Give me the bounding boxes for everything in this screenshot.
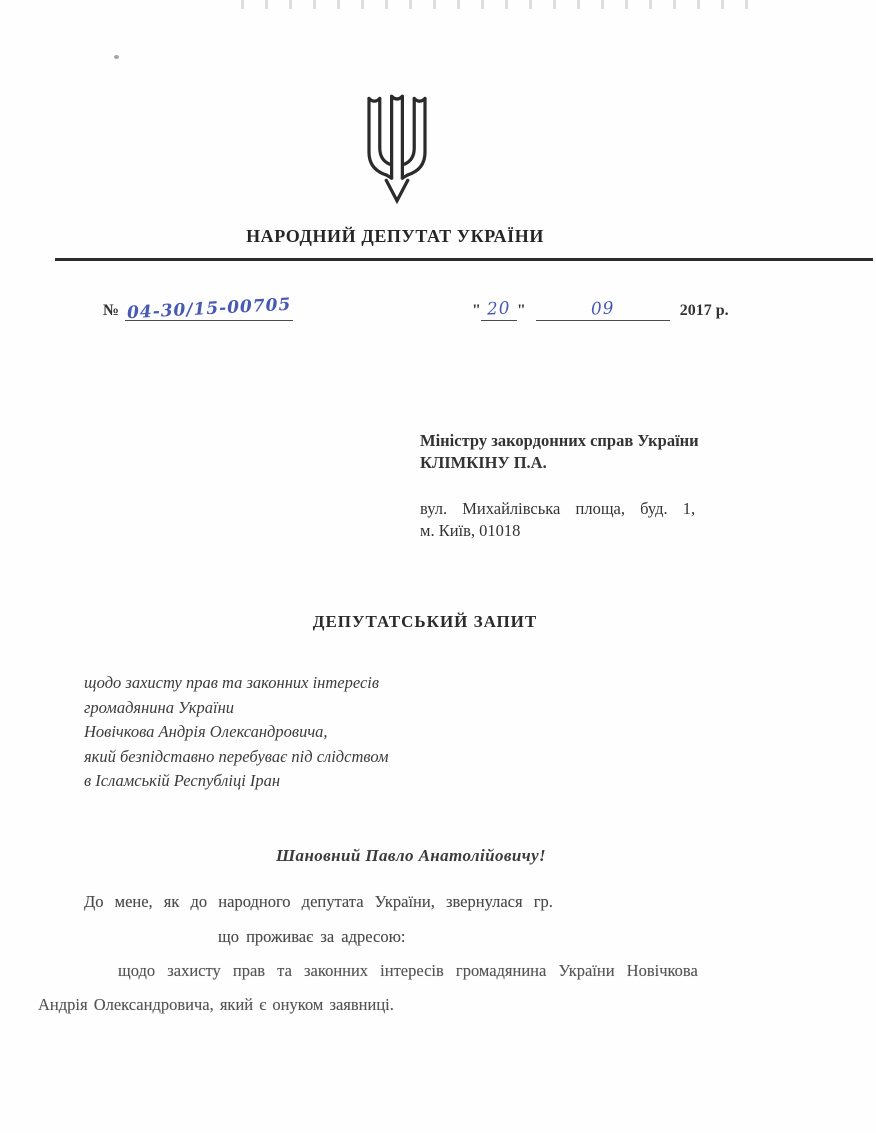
letterhead-divider [55, 258, 873, 261]
letterhead-title: НАРОДНИЙ ДЕПУТАТ УКРАЇНИ [246, 226, 544, 246]
body-paragraph-line: До мене, як до народного депутата України, звернулася гр. [84, 892, 553, 911]
date-row [472, 300, 729, 321]
salutation-line: Шановний Павло Анатолійовичу! [276, 846, 547, 865]
date-month-handwritten-value: 09 [590, 298, 616, 320]
recipient-title-line: Міністру закордонних справ України [420, 431, 699, 450]
date-day-field [481, 300, 517, 321]
reference-number-row [103, 294, 293, 324]
date-year-label: 2017 р. [679, 302, 729, 319]
ref-number-label: № [103, 302, 120, 319]
recipient-address-line-2: м. Київ, 01018 [420, 521, 521, 540]
subject-line: який безпідставно перебуває під слідством [84, 746, 389, 766]
document-title: ДЕПУТАТСЬКИЙ ЗАПИТ [312, 612, 538, 631]
date-quote-open: " [472, 302, 481, 319]
date-month-field [536, 300, 670, 321]
recipient-name-line: КЛІМКІНУ П.А. [420, 453, 547, 472]
ref-number-field [125, 294, 293, 324]
subject-line: щодо захисту прав та законних інтересів [84, 673, 380, 692]
body-paragraph-line: Андрія Олександровича, який є онуком заявниці. [38, 995, 394, 1014]
date-day-handwritten-value: 20 [486, 298, 512, 320]
subject-line: громадянина України [84, 697, 235, 717]
body-paragraph-line: щодо захисту прав та законних інтересів громадянина України Новічкова [118, 961, 698, 980]
subject-line: Новічкова Андрія Олександровича, [84, 722, 328, 741]
recipient-block [420, 430, 750, 542]
scan-speck [114, 55, 119, 59]
scan-artifact [228, 0, 758, 9]
date-quote-close: " [516, 302, 526, 319]
subject-block [84, 671, 389, 794]
subject-line: в Ісламській Республіці Іран [84, 771, 281, 790]
ukraine-trident-icon [357, 92, 437, 204]
ref-number-handwritten-value: 04-30/15-00705 [126, 294, 292, 324]
body-paragraph-line: що проживає за адресою: [218, 927, 406, 946]
recipient-address-line-1: вул. Михайлівська площа, буд. 1, [420, 499, 696, 518]
